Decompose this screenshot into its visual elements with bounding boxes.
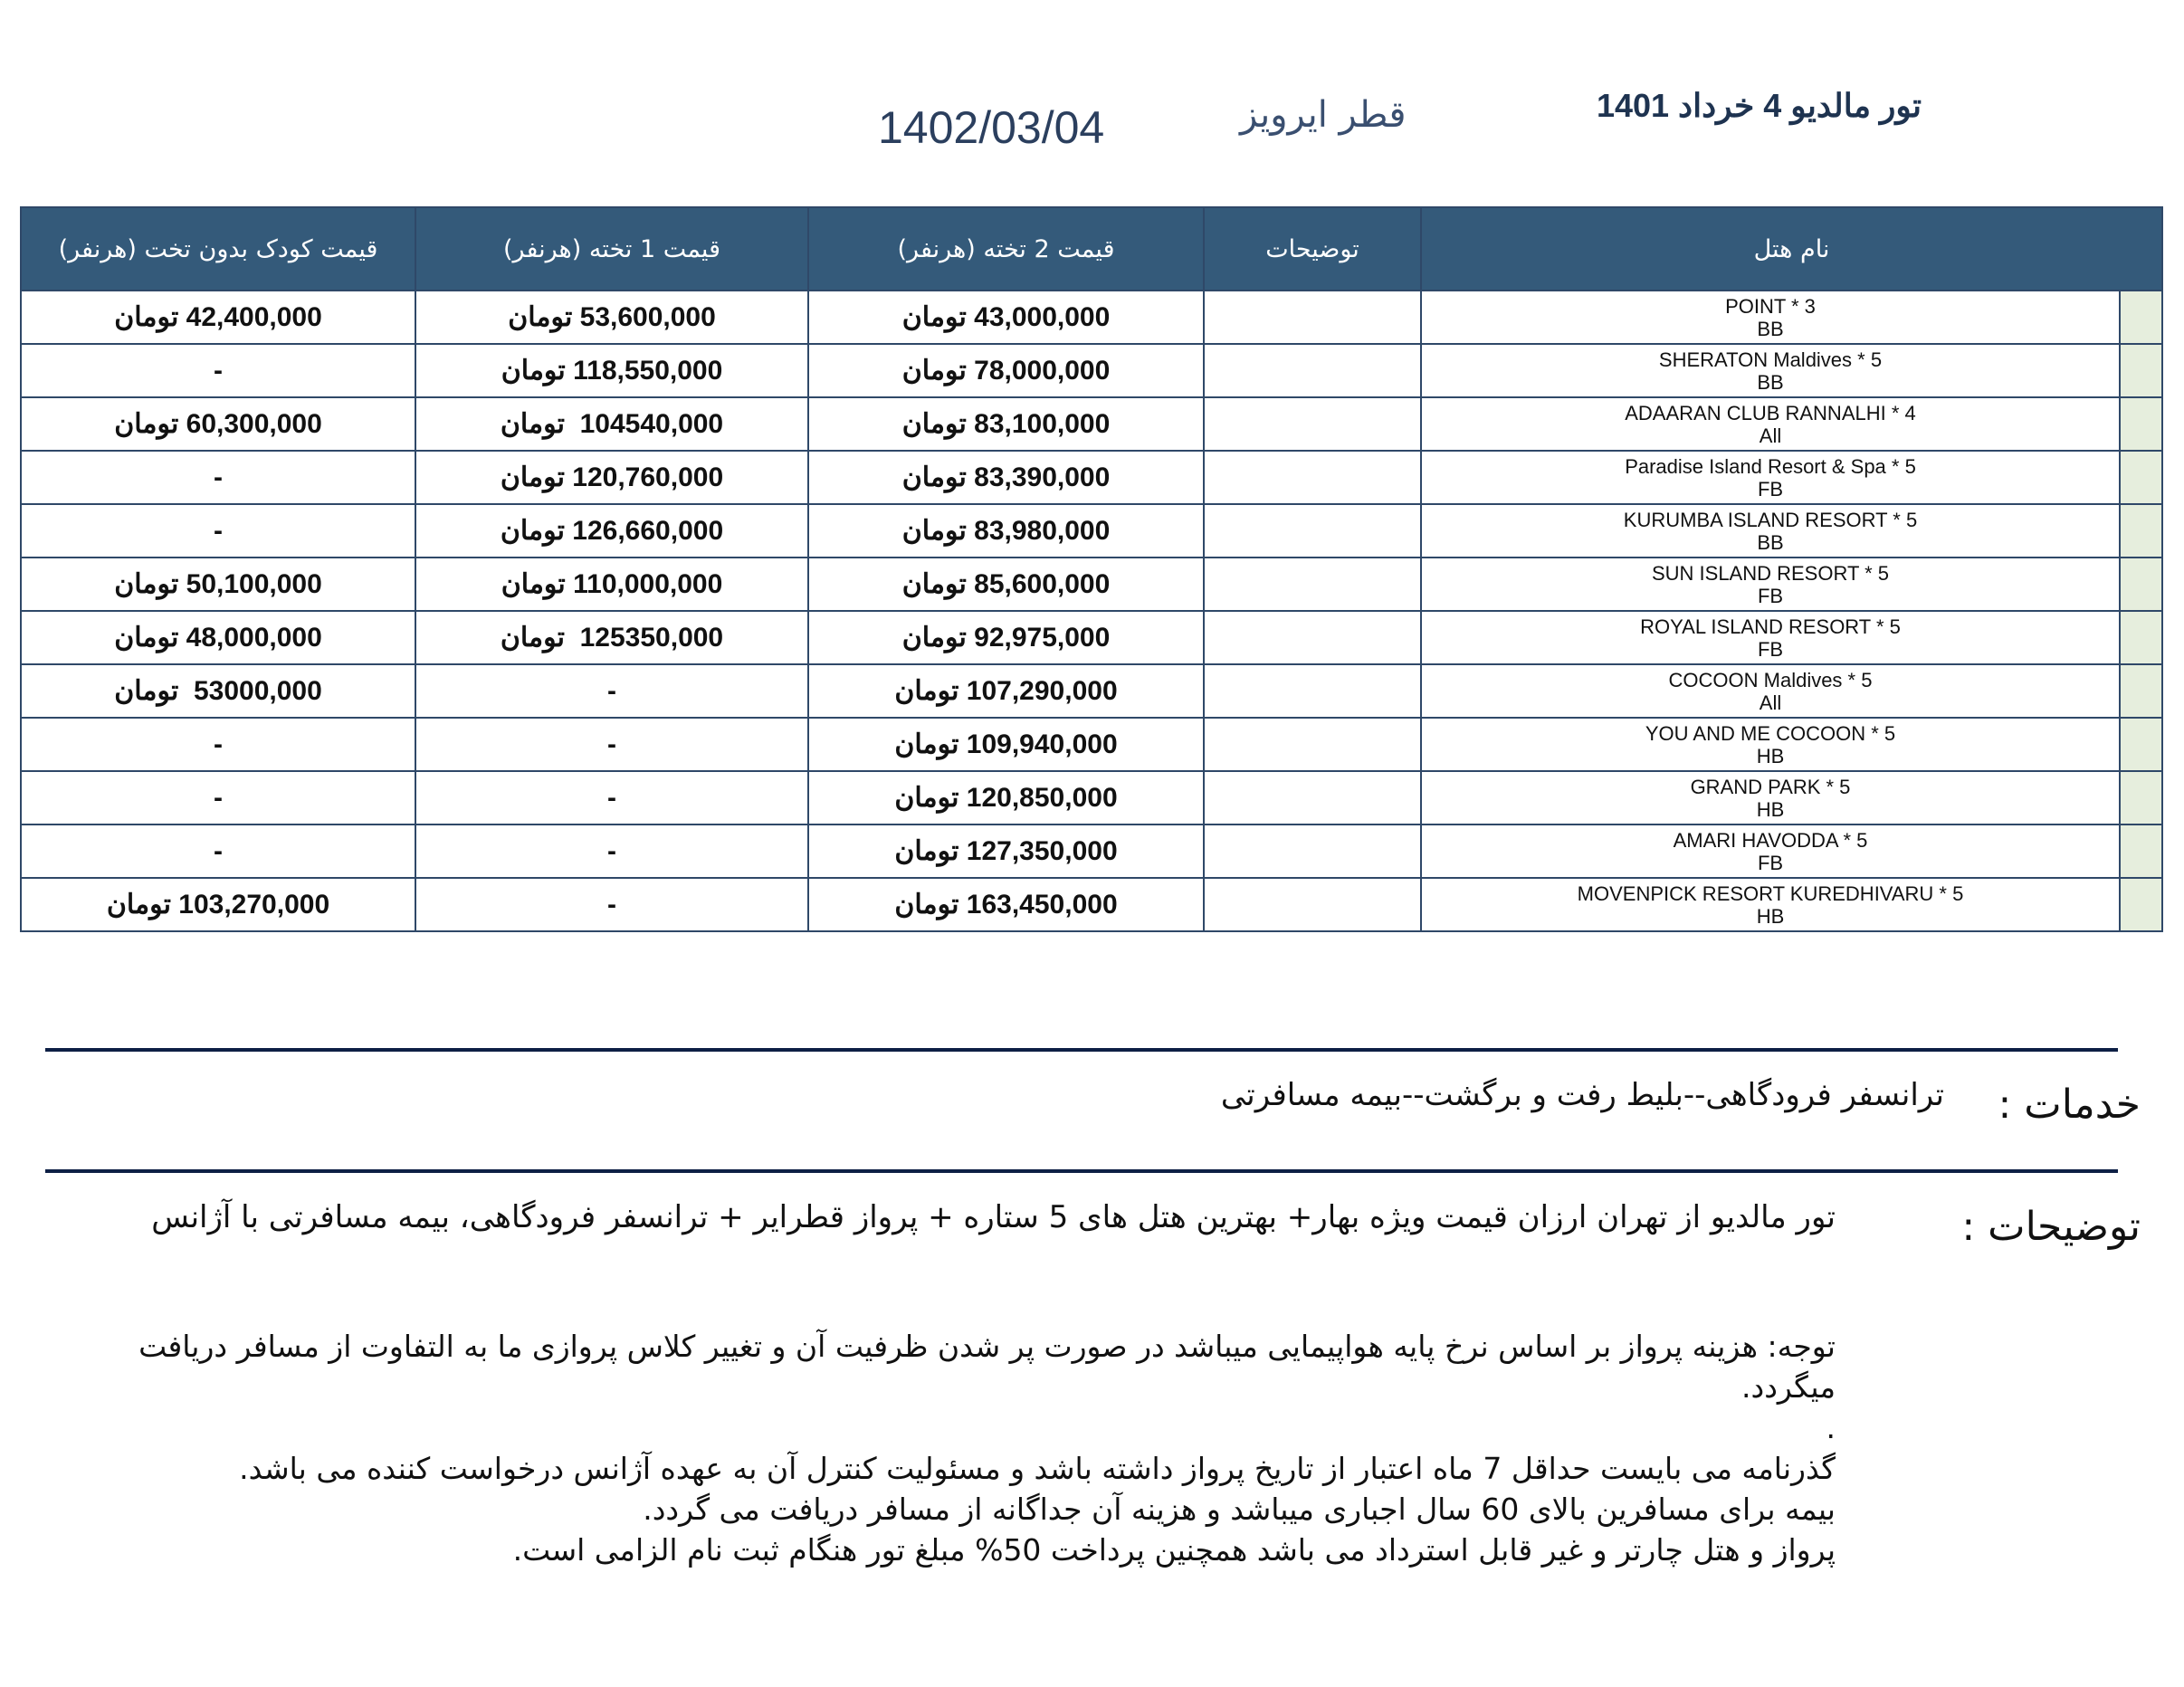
hotel-name: POINT * 3	[1725, 294, 1816, 318]
single-price-cell: 53,600,000 تومان	[415, 291, 808, 344]
note-insurance: بیمه برای مسافرین بالای 60 سال اجباری میباشد و هزینه آن جداگانه از مسافر دریافت می گردد.	[643, 1492, 1836, 1527]
child-price-cell: -	[21, 504, 415, 558]
description-label: توضیحات :	[1961, 1204, 2141, 1250]
services-label: خدمات :	[1998, 1082, 2141, 1128]
table-row	[21, 558, 2162, 611]
meal-plan: All	[1759, 424, 1782, 447]
row-accent-cell	[2120, 824, 2162, 878]
single-price-cell: -	[415, 664, 808, 718]
meal-plan: HB	[1756, 797, 1785, 821]
hotel-name-cell	[1421, 878, 2120, 931]
notes-cell	[1204, 824, 1421, 878]
double-price-cell: 120,850,000 تومان	[808, 771, 1204, 824]
tour-title: تور مالدیو 4 خرداد 1401	[1596, 87, 1922, 124]
single-price-cell: 125350,000 تومان	[415, 611, 808, 664]
notes-cell	[1204, 504, 1421, 558]
meal-plan: All	[1759, 691, 1782, 714]
double-price-cell: 107,290,000 تومان	[808, 664, 1204, 718]
hotel-name: KURUMBA ISLAND RESORT * 5	[1623, 508, 1918, 531]
notes-cell	[1204, 451, 1421, 504]
col-header-double-price: قیمت 2 تخته (هرنفر)	[808, 207, 1204, 291]
row-accent-cell	[2120, 664, 2162, 718]
hotel-name-cell	[1421, 451, 2120, 504]
double-price-cell: 83,980,000 تومان	[808, 504, 1204, 558]
hotel-name: AMARI HAVODDA * 5	[1673, 828, 1868, 852]
col-header-hotel-name: نام هتل	[1421, 207, 2162, 291]
child-price-cell: -	[21, 824, 415, 878]
divider-bottom	[45, 1169, 2118, 1173]
hotel-name-cell	[1421, 558, 2120, 611]
hotel-name: COCOON Maldives * 5	[1668, 668, 1873, 691]
single-price-cell: 104540,000 تومان	[415, 397, 808, 451]
notes-cell	[1204, 611, 1421, 664]
child-price-cell: 53000,000 تومان	[21, 664, 415, 718]
hotel-name-cell	[1421, 718, 2120, 771]
table-header-row	[21, 207, 2162, 291]
double-price-cell: 85,600,000 تومان	[808, 558, 1204, 611]
notes-cell	[1204, 771, 1421, 824]
table-row	[21, 718, 2162, 771]
services-text: ترانسفر فرودگاهی--بلیط رفت و برگشت--بیمه مسافرتی	[1220, 1077, 1944, 1113]
tour-date: 1402/03/04	[878, 102, 1105, 153]
note-separator: .	[1826, 1410, 1836, 1445]
double-price-cell: 127,350,000 تومان	[808, 824, 1204, 878]
hotel-name-cell	[1421, 291, 2120, 344]
meal-plan: BB	[1757, 370, 1784, 394]
hotel-name-cell	[1421, 504, 2120, 558]
divider-top	[45, 1048, 2118, 1052]
table-row	[21, 397, 2162, 451]
notes-cell	[1204, 397, 1421, 451]
row-accent-cell	[2120, 451, 2162, 504]
notes-cell	[1204, 718, 1421, 771]
meal-plan: FB	[1757, 584, 1784, 607]
note-passport: گذرنامه می بایست حداقل 7 ماه اعتبار از تاریخ پرواز داشته باشد و مسئولیت کنترل آن به عهده آژانس درخواست کننده می باشد.	[239, 1451, 1836, 1486]
row-accent-cell	[2120, 344, 2162, 397]
single-price-cell: 120,760,000 تومان	[415, 451, 808, 504]
notes-cell	[1204, 291, 1421, 344]
double-price-cell: 109,940,000 تومان	[808, 718, 1204, 771]
child-price-cell: 42,400,000 تومان	[21, 291, 415, 344]
single-price-cell: -	[415, 878, 808, 931]
child-price-cell: -	[21, 771, 415, 824]
table-row	[21, 878, 2162, 931]
double-price-cell: 83,100,000 تومان	[808, 397, 1204, 451]
notes-cell	[1204, 558, 1421, 611]
table-row	[21, 611, 2162, 664]
meal-plan: FB	[1757, 637, 1784, 661]
hotel-name: ROYAL ISLAND RESORT * 5	[1640, 615, 1901, 638]
col-header-notes: توضیحات	[1204, 207, 1421, 291]
hotel-name-cell	[1421, 771, 2120, 824]
single-price-cell: -	[415, 771, 808, 824]
hotel-name-cell	[1421, 664, 2120, 718]
hotel-name-cell	[1421, 344, 2120, 397]
hotel-name-cell	[1421, 397, 2120, 451]
hotel-name: ADAARAN CLUB RANNALHI * 4	[1625, 401, 1916, 424]
row-accent-cell	[2120, 397, 2162, 451]
child-price-cell: -	[21, 344, 415, 397]
row-accent-cell	[2120, 504, 2162, 558]
single-price-cell: 126,660,000 تومان	[415, 504, 808, 558]
row-accent-cell	[2120, 558, 2162, 611]
price-table	[20, 206, 2163, 932]
row-accent-cell	[2120, 771, 2162, 824]
table-row	[21, 291, 2162, 344]
col-header-child-price: قیمت کودک بدون تخت (هرنفر)	[21, 207, 415, 291]
child-price-cell: 103,270,000 تومان	[21, 878, 415, 931]
child-price-cell: -	[21, 451, 415, 504]
single-price-cell: 118,550,000 تومان	[415, 344, 808, 397]
notes-cell	[1204, 878, 1421, 931]
table-row	[21, 664, 2162, 718]
child-price-cell: 50,100,000 تومان	[21, 558, 415, 611]
hotel-name: GRAND PARK * 5	[1690, 775, 1851, 798]
row-accent-cell	[2120, 718, 2162, 771]
note-charter: پرواز و هتل چارتر و غیر قابل استرداد می باشد همچنین پرداخت 50% مبلغ تور هنگام ثبت نام الزامی است.	[512, 1532, 1836, 1568]
notes-cell	[1204, 344, 1421, 397]
meal-plan: FB	[1757, 851, 1784, 874]
hotel-name-cell	[1421, 824, 2120, 878]
notes-cell	[1204, 664, 1421, 718]
table-row	[21, 824, 2162, 878]
note-flight-fare: توجه: هزینه پرواز بر اساس نرخ پایه هواپیمایی میباشد در صورت پر شدن ظرفیت آن و تغییر کلاس پروازی ما به التفاوت از مسافر دریافت میگردد.	[138, 1329, 1836, 1405]
table-row	[21, 344, 2162, 397]
row-accent-cell	[2120, 611, 2162, 664]
double-price-cell: 83,390,000 تومان	[808, 451, 1204, 504]
col-header-single-price: قیمت 1 تخته (هرنفر)	[415, 207, 808, 291]
row-accent-cell	[2120, 878, 2162, 931]
hotel-name: Paradise Island Resort & Spa * 5	[1625, 454, 1916, 478]
description-notes	[116, 1326, 1836, 1570]
meal-plan: HB	[1756, 904, 1785, 928]
table-row	[21, 504, 2162, 558]
meal-plan: BB	[1757, 530, 1784, 554]
child-price-cell: -	[21, 718, 415, 771]
child-price-cell: 60,300,000 تومان	[21, 397, 415, 451]
meal-plan: FB	[1757, 477, 1784, 500]
airline-name: قطر ایرویز	[1240, 94, 1407, 136]
single-price-cell: 110,000,000 تومان	[415, 558, 808, 611]
single-price-cell: -	[415, 824, 808, 878]
table-row	[21, 771, 2162, 824]
double-price-cell: 163,450,000 تومان	[808, 878, 1204, 931]
description-text: تور مالدیو از تهران ارزان قیمت ویژه بهار+ بهترین هتل های 5 ستاره + پرواز قطرایر + ترانسفر فرودگاهی، بیمه مسافرتی با آژانس	[151, 1199, 1836, 1235]
table-row	[21, 451, 2162, 504]
meal-plan: HB	[1756, 744, 1785, 767]
row-accent-cell	[2120, 291, 2162, 344]
double-price-cell: 92,975,000 تومان	[808, 611, 1204, 664]
hotel-name: MOVENPICK RESORT KUREDHIVARU * 5	[1577, 882, 1964, 905]
hotel-name: SUN ISLAND RESORT * 5	[1651, 561, 1890, 585]
hotel-name: YOU AND ME COCOON * 5	[1645, 721, 1896, 745]
hotel-name: SHERATON Maldives * 5	[1658, 348, 1883, 371]
child-price-cell: 48,000,000 تومان	[21, 611, 415, 664]
double-price-cell: 43,000,000 تومان	[808, 291, 1204, 344]
hotel-name-cell	[1421, 611, 2120, 664]
meal-plan: BB	[1757, 317, 1784, 340]
double-price-cell: 78,000,000 تومان	[808, 344, 1204, 397]
single-price-cell: -	[415, 718, 808, 771]
